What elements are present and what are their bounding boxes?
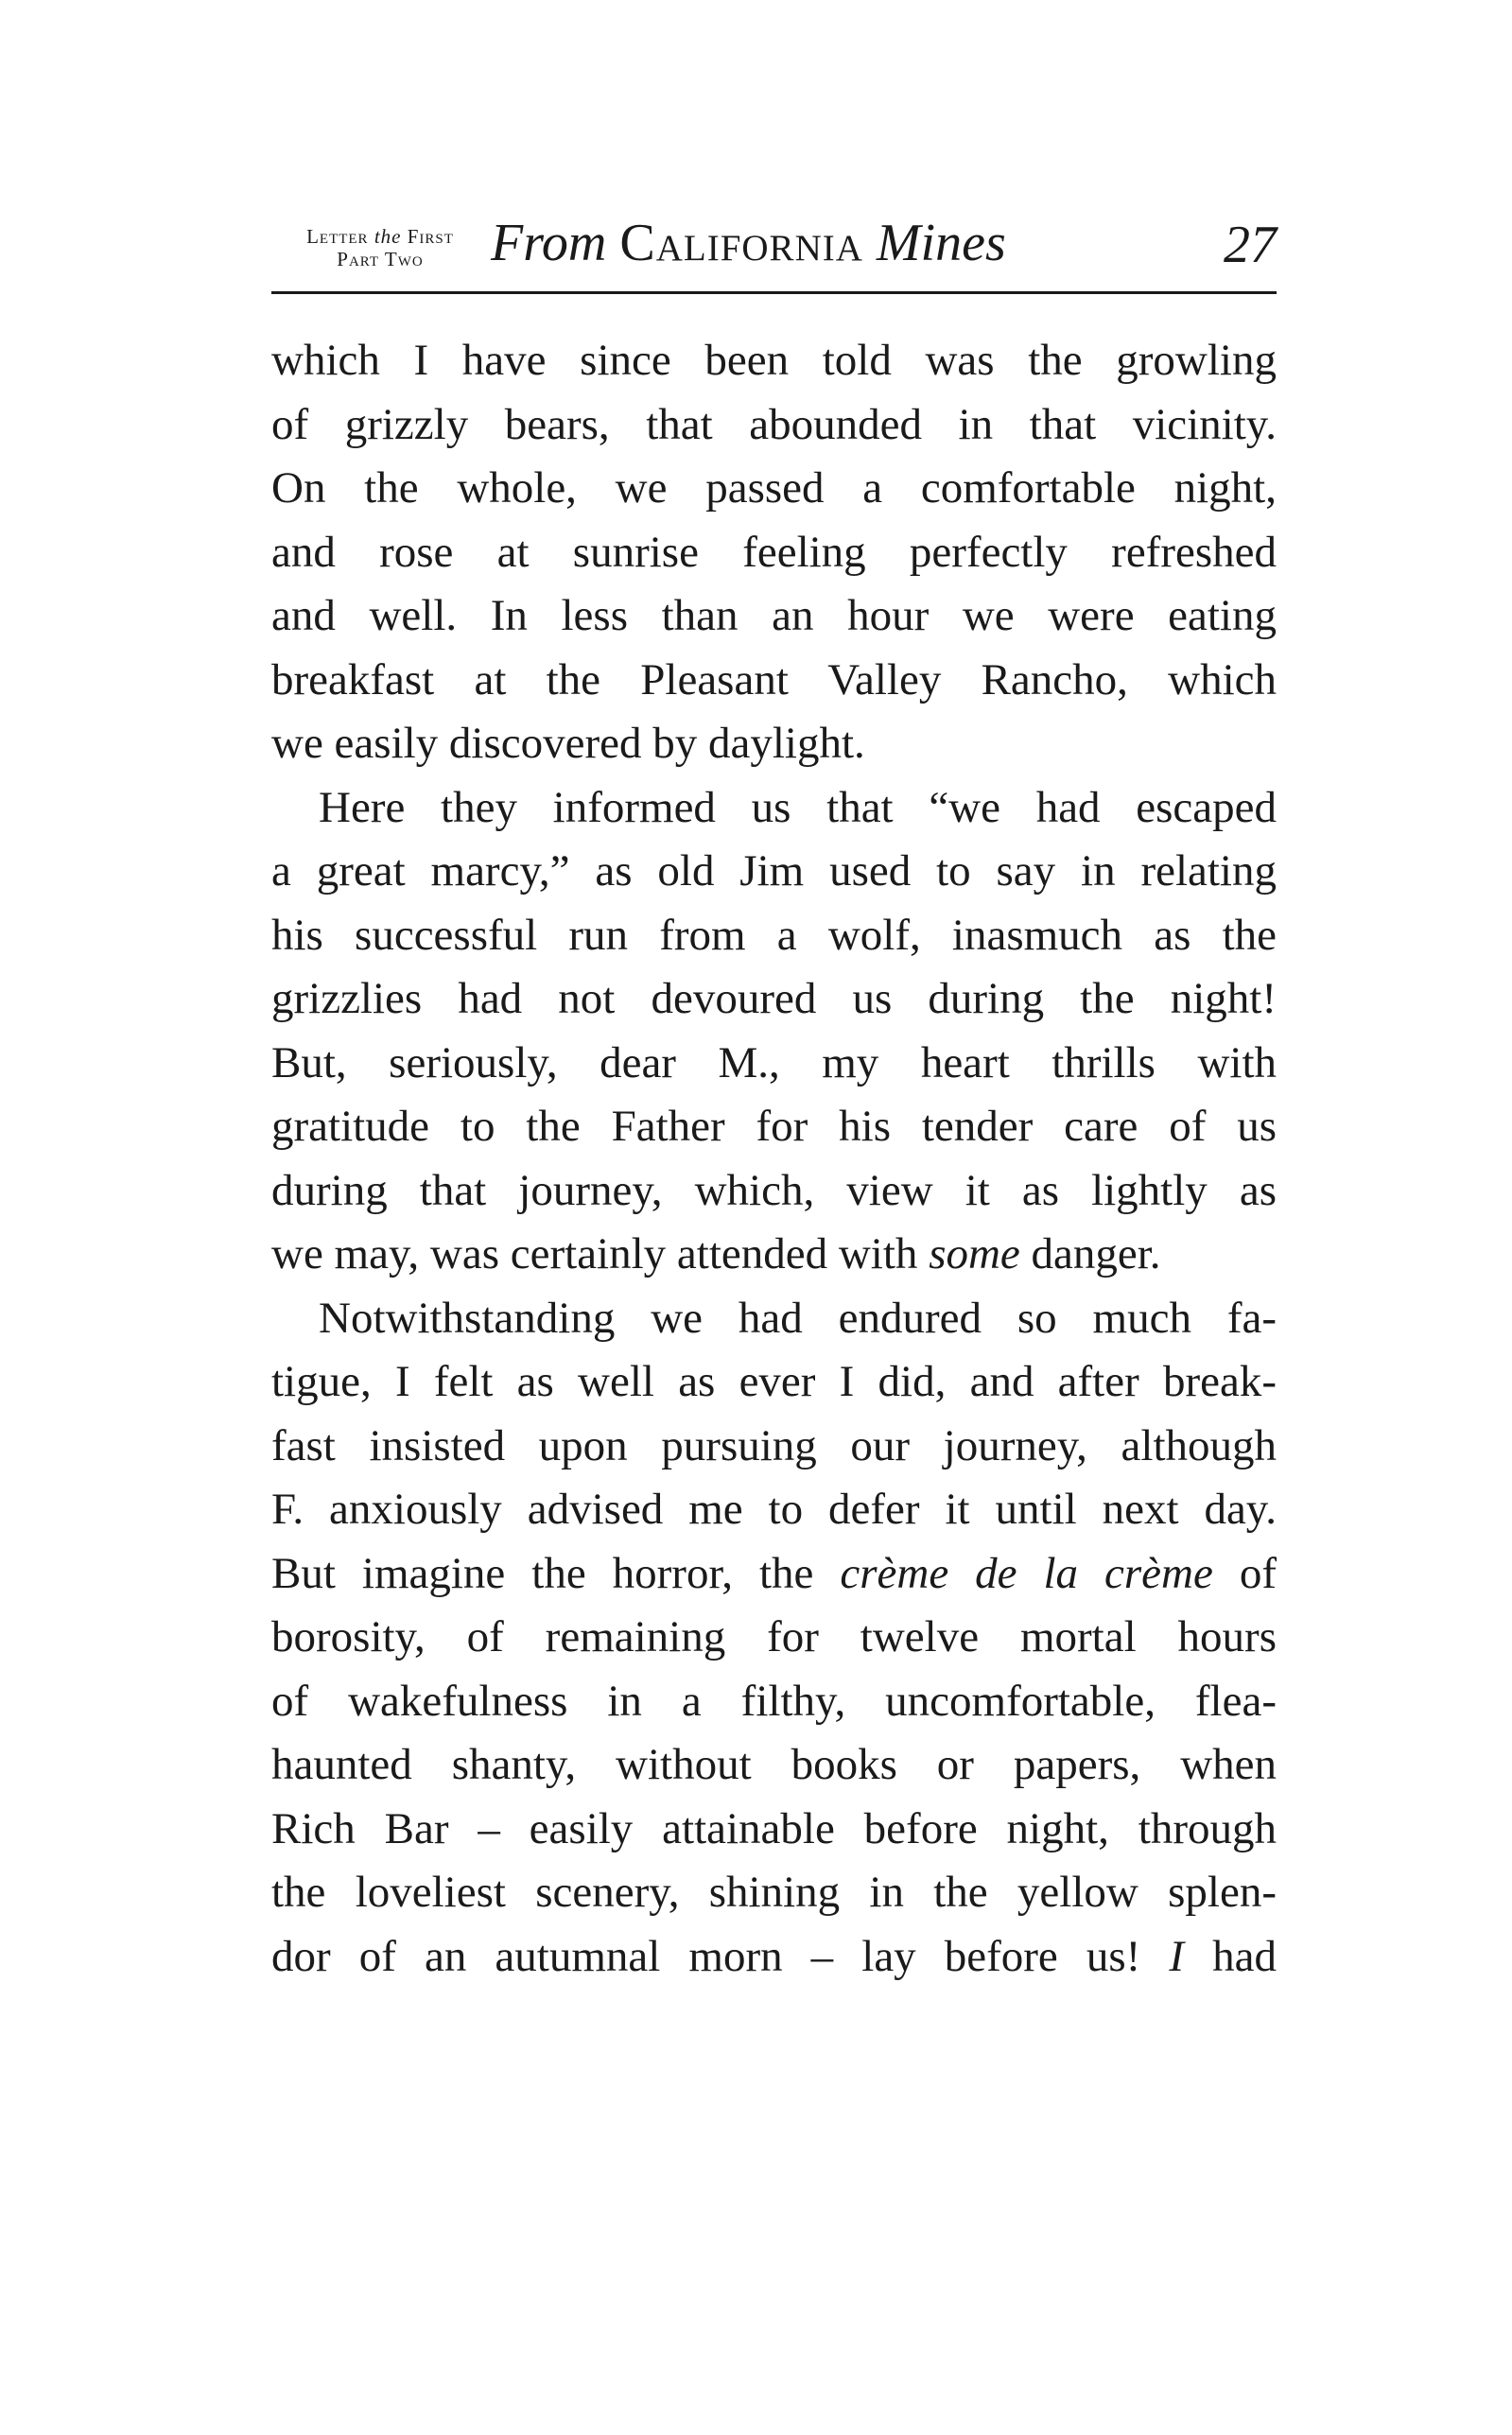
page-number: 27 bbox=[1224, 216, 1277, 274]
text-line: a great marcy,” as old Jim used to say in relating bbox=[271, 846, 1277, 896]
text-line: But, seriously, dear M., my heart thrills with bbox=[271, 1037, 1277, 1087]
text-run-italic: I bbox=[1169, 1931, 1185, 1981]
text-line: and well. In less than an hour we were eating bbox=[271, 591, 1277, 640]
text-run: dor of an autumnal morn – lay before us! bbox=[271, 1931, 1170, 1981]
body-text bbox=[271, 329, 1277, 1989]
label-the: the bbox=[374, 225, 402, 248]
text-line: borosity, of remaining for twelve mortal hours bbox=[271, 1612, 1277, 1661]
text-line: On the whole, we passed a comfortable night, bbox=[271, 463, 1277, 513]
header-rule bbox=[271, 291, 1277, 294]
text-line: his successful run from a wolf, inasmuch as the bbox=[271, 910, 1277, 960]
text-line bbox=[271, 1925, 1277, 1990]
text-line: during that journey, which, view it as lightly as bbox=[271, 1165, 1277, 1215]
text-run-italic: some bbox=[929, 1229, 1020, 1278]
running-title bbox=[491, 210, 1006, 276]
text-run: we may, was certainly attended with bbox=[271, 1229, 930, 1278]
text-run: of bbox=[1212, 1548, 1277, 1598]
text-line bbox=[271, 1542, 1277, 1607]
title-from: From bbox=[491, 214, 607, 272]
text-run: But imagine the horror, the bbox=[271, 1548, 841, 1598]
text-line: gratitude to the Father for his tender care of us bbox=[271, 1102, 1277, 1151]
text-line: of wakefulness in a filthy, uncomfortable, flea- bbox=[271, 1676, 1277, 1726]
running-label-line2: Part Two bbox=[337, 248, 424, 270]
text-line: Here they informed us that “we had escaped bbox=[319, 782, 1277, 832]
running-header bbox=[271, 216, 1277, 282]
text-run-italic: crème de la crème bbox=[840, 1548, 1213, 1598]
text-line bbox=[271, 1223, 1277, 1287]
title-california: California bbox=[619, 214, 863, 272]
text-line: which I have since been told was the growling bbox=[271, 336, 1277, 385]
text-run: had bbox=[1184, 1931, 1277, 1981]
text-line: grizzlies had not devoured us during the night! bbox=[271, 974, 1277, 1023]
text-line: F. anxiously advised me to defer it until next day. bbox=[271, 1485, 1277, 1534]
running-label-line1 bbox=[271, 225, 489, 248]
label-letter: Letter bbox=[306, 225, 374, 248]
label-first: First bbox=[401, 225, 454, 248]
text-line: we easily discovered by daylight. bbox=[271, 719, 865, 768]
text-line: fast insisted upon pursuing our journey, although bbox=[271, 1420, 1277, 1470]
text-line: Notwithstanding we had endured so much fa- bbox=[319, 1293, 1277, 1343]
title-mines: Mines bbox=[876, 214, 1006, 272]
text-line: and rose at sunrise feeling perfectly refreshed bbox=[271, 527, 1277, 577]
text-line: breakfast at the Pleasant Valley Rancho, which bbox=[271, 654, 1277, 704]
text-line: tigue, I felt as well as ever I did, and after break- bbox=[271, 1357, 1277, 1406]
text-line: of grizzly bears, that abounded in that vicinity. bbox=[271, 399, 1277, 449]
running-label bbox=[271, 225, 489, 270]
text-line: haunted shanty, without books or papers, when bbox=[271, 1740, 1277, 1789]
text-line: the loveliest scenery, shining in the yellow splen- bbox=[271, 1868, 1277, 1917]
text-line: Rich Bar – easily attainable before night, through bbox=[271, 1803, 1277, 1853]
text-run: danger. bbox=[1019, 1229, 1161, 1278]
